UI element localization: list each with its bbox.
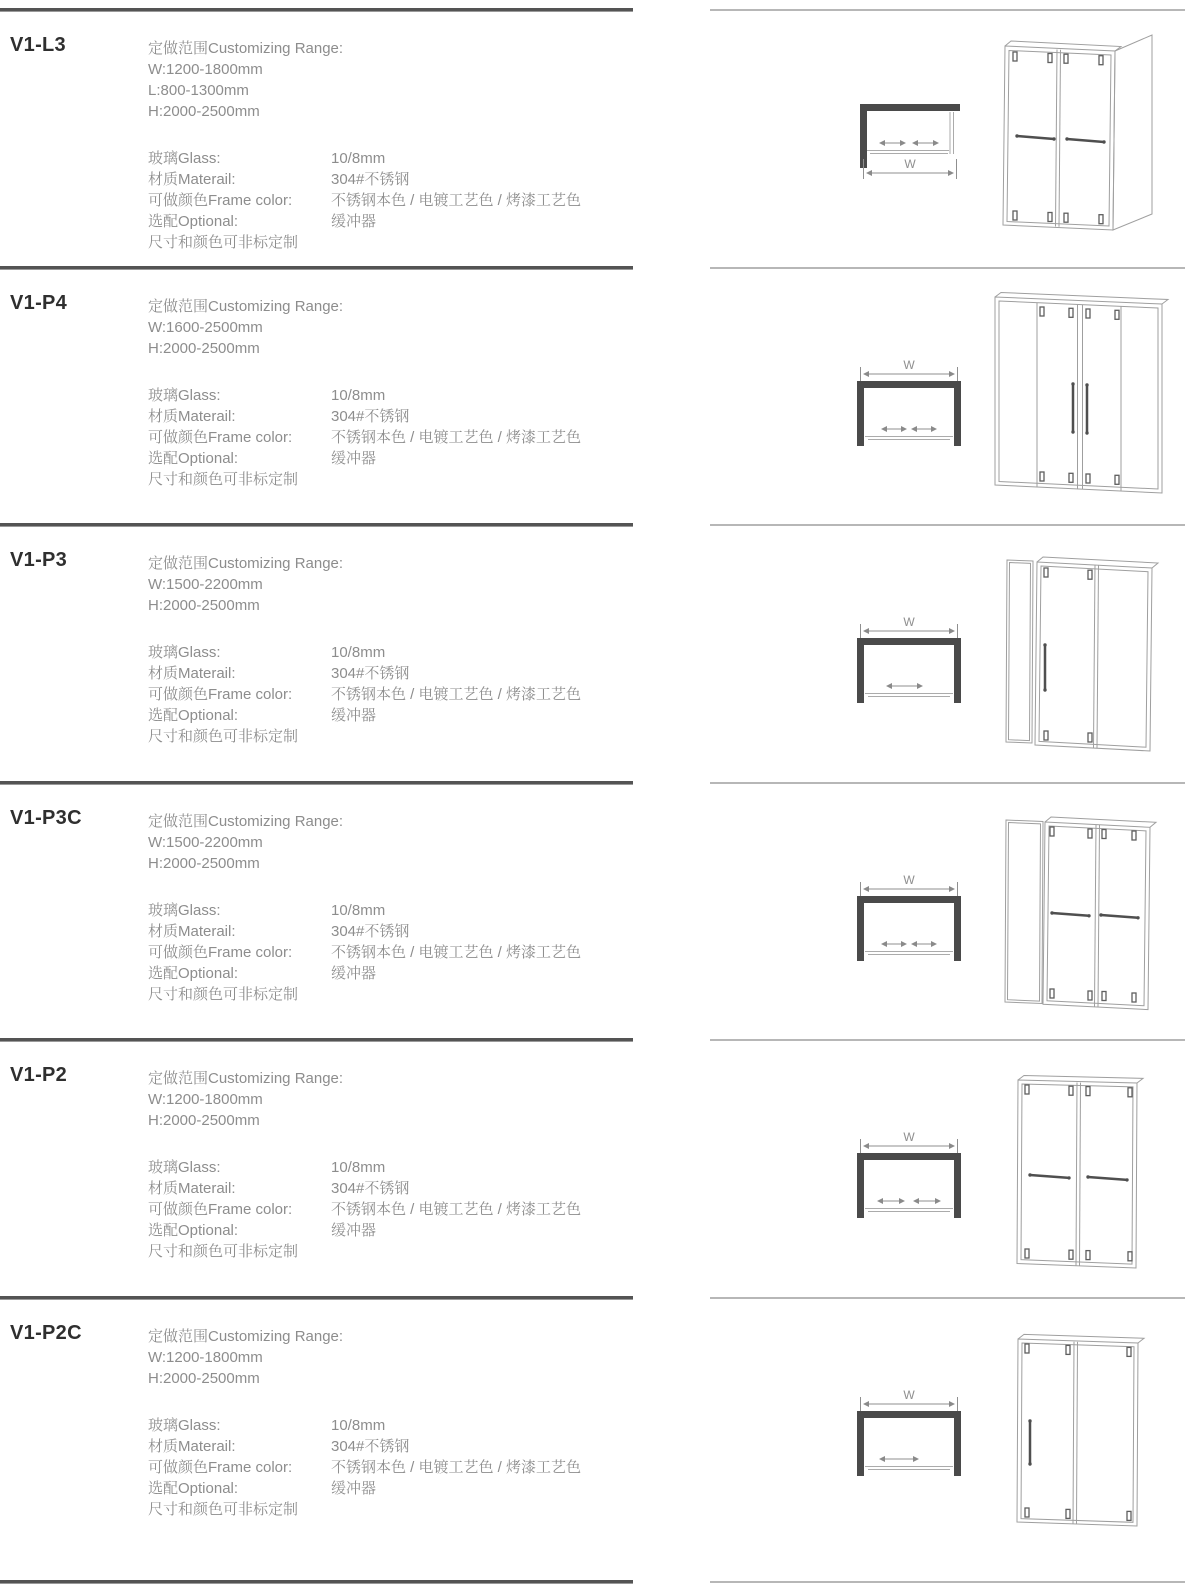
wall-section <box>954 638 961 703</box>
spec-value: 10/8mm <box>331 1417 386 1434</box>
glass-clamp <box>1040 307 1044 316</box>
wall-section <box>857 1153 864 1218</box>
spec-row-glass <box>148 642 618 663</box>
plan-view-diagram <box>857 873 961 961</box>
product-section-v1-p2 <box>0 1038 1200 1295</box>
spec-label: 材质Materail: <box>148 665 236 682</box>
spec-label: 材质Materail: <box>148 171 236 188</box>
glass-clamp <box>1066 1509 1070 1518</box>
wall-section <box>954 1153 961 1218</box>
glass-clamp <box>1069 1086 1073 1095</box>
section-divider-left <box>0 781 633 784</box>
wall-section <box>857 381 961 388</box>
glass-clamp <box>1102 992 1106 1001</box>
range-height: H:2000-2500mm <box>148 1112 260 1129</box>
wall-section <box>954 1411 961 1476</box>
front-frame-outer <box>1043 822 1150 1010</box>
wall-section <box>857 896 864 961</box>
spec-row-glass <box>148 385 618 406</box>
spec-value: 304#不锈钢 <box>331 171 410 188</box>
spec-label: 选配Optional: <box>148 1480 239 1497</box>
glass-clamp <box>1048 54 1052 63</box>
spec-row-frame-color <box>148 1457 618 1478</box>
wall-section <box>954 381 961 446</box>
spec-value: 不锈钢本色 / 电镀工艺色 / 烤漆工艺色 <box>331 1459 582 1476</box>
width-dimension-label: W <box>903 1130 915 1144</box>
spec-row-material <box>148 1178 618 1199</box>
fixed-side-panel-inner <box>1008 823 1041 1002</box>
technical-drawing-v1-p2c <box>700 1296 1200 1553</box>
spec-label: 选配Optional: <box>148 1222 239 1239</box>
section-divider-left <box>0 8 633 11</box>
spec-row-material <box>148 406 618 427</box>
door-stile <box>1076 1083 1077 1266</box>
side-return-panel <box>1113 35 1152 230</box>
glass-clamp <box>1128 1088 1132 1097</box>
range-width: W:1200-1800mm <box>148 1091 263 1108</box>
glass-clamp <box>1069 1250 1073 1259</box>
spec-value: 不锈钢本色 / 电镀工艺色 / 烤漆工艺色 <box>331 192 582 209</box>
customizing-range-title: 定做范围Customizing Range: <box>148 298 344 315</box>
glass-clamp <box>1102 830 1106 839</box>
spec-label: 可做颜色Frame color: <box>148 1459 293 1476</box>
front-frame-outer <box>995 297 1162 493</box>
spec-value: 不锈钢本色 / 电镀工艺色 / 烤漆工艺色 <box>331 686 582 703</box>
glass-clamp <box>1025 1249 1029 1258</box>
spec-label: 可做颜色Frame color: <box>148 429 293 446</box>
product-section-v1-p2c <box>0 1296 1200 1580</box>
spec-row-glass <box>148 1415 618 1436</box>
fixed-side-panel-inner <box>1009 563 1031 741</box>
product-section-v1-p4 <box>0 266 1200 523</box>
spec-row-frame-color <box>148 190 618 211</box>
glass-clamp <box>1099 56 1103 65</box>
range-width: W:1600-2500mm <box>148 319 263 336</box>
spec-label: 玻璃Glass: <box>148 644 221 661</box>
top-rail-3d-edge <box>1018 1334 1144 1343</box>
spec-label: 可做颜色Frame color: <box>148 686 293 703</box>
product-model: V1-P2 <box>10 1064 68 1086</box>
customizing-range-title: 定做范围Customizing Range: <box>148 40 344 57</box>
spec-row-material <box>148 921 618 942</box>
door-stile <box>1073 1342 1074 1524</box>
custom-note: 尺寸和颜色可非标定制 <box>148 1501 299 1518</box>
spec-row-optional <box>148 963 618 984</box>
customizing-range-title: 定做范围Customizing Range: <box>148 1328 344 1345</box>
front-view-diagram <box>995 293 1168 494</box>
product-section-v1-l3 <box>0 8 1200 266</box>
spec-value: 10/8mm <box>331 644 386 661</box>
spec-value: 不锈钢本色 / 电镀工艺色 / 烤漆工艺色 <box>331 429 582 446</box>
width-dimension-label: W <box>904 157 916 171</box>
spec-row-optional <box>148 705 618 726</box>
spec-label: 材质Materail: <box>148 1180 236 1197</box>
glass-clamp <box>1099 215 1103 224</box>
towel-bar-handle <box>1088 1177 1127 1180</box>
spec-value: 缓冲器 <box>331 1480 377 1497</box>
glass-clamp <box>1127 1347 1131 1356</box>
glass-clamp <box>1069 473 1073 482</box>
plan-view-diagram <box>857 1388 961 1476</box>
product-model: V1-P3 <box>10 549 68 571</box>
spec-label: 可做颜色Frame color: <box>148 192 293 209</box>
section-divider-left <box>0 1296 633 1299</box>
spec-value: 不锈钢本色 / 电镀工艺色 / 烤漆工艺色 <box>331 1201 582 1218</box>
glass-clamp <box>1013 52 1017 61</box>
product-info <box>148 1068 618 1262</box>
range-width: W:1500-2200mm <box>148 576 263 593</box>
glass-clamp <box>1128 1252 1132 1261</box>
fixed-side-panel-outer <box>1006 560 1033 743</box>
door-stile <box>1077 1342 1078 1524</box>
product-model: V1-P3C <box>10 807 82 829</box>
spec-label: 材质Materail: <box>148 1438 236 1455</box>
glass-clamp <box>1025 1344 1029 1353</box>
spec-row-material <box>148 663 618 684</box>
towel-bar-handle <box>1052 913 1089 916</box>
wall-section <box>860 104 960 111</box>
door-stile <box>1056 50 1058 227</box>
spec-label: 玻璃Glass: <box>148 150 221 167</box>
glass-clamp <box>1050 827 1054 836</box>
door-stile <box>1059 50 1061 227</box>
product-section-v1-p3 <box>0 523 1200 781</box>
wall-section <box>860 104 867 168</box>
wall-section <box>857 381 864 446</box>
customizing-range-title: 定做范围Customizing Range: <box>148 1070 344 1087</box>
spec-value: 缓冲器 <box>331 1222 377 1239</box>
glass-clamp <box>1050 989 1054 998</box>
range-width: W:1200-1800mm <box>148 1349 263 1366</box>
spec-row-optional <box>148 211 618 232</box>
section-divider-left <box>0 1038 633 1041</box>
door-stile <box>1080 1083 1081 1266</box>
glass-clamp <box>1048 213 1052 222</box>
custom-note: 尺寸和颜色可非标定制 <box>148 234 299 251</box>
door-stile <box>1097 565 1099 748</box>
range-height: H:2000-2500mm <box>148 855 260 872</box>
towel-bar-handle <box>1017 136 1054 139</box>
spec-row-optional <box>148 1478 618 1499</box>
wall-section <box>857 1411 864 1476</box>
glass-clamp <box>1088 570 1092 579</box>
product-section-v1-p3c <box>0 781 1200 1038</box>
custom-note: 尺寸和颜色可非标定制 <box>148 986 299 1003</box>
front-view-diagram <box>1006 557 1158 751</box>
width-dimension-label: W <box>903 873 915 887</box>
front-view-diagram <box>1003 35 1152 230</box>
product-info <box>148 38 618 253</box>
glass-clamp <box>1088 733 1092 742</box>
towel-bar-handle <box>1067 139 1104 142</box>
spec-value: 10/8mm <box>331 150 386 167</box>
door-stile <box>1098 825 1100 1007</box>
glass-clamp <box>1069 308 1073 317</box>
plan-view-diagram <box>857 615 961 703</box>
custom-note: 尺寸和颜色可非标定制 <box>148 728 299 745</box>
glass-clamp <box>1066 1345 1070 1354</box>
plan-view-diagram <box>860 104 960 179</box>
plan-view-diagram <box>857 1130 961 1218</box>
spec-label: 选配Optional: <box>148 450 239 467</box>
glass-clamp <box>1064 213 1068 222</box>
spec-row-optional <box>148 448 618 469</box>
customizing-range-title: 定做范围Customizing Range: <box>148 555 344 572</box>
glass-clamp <box>1013 211 1017 220</box>
range-height: H:2000-2500mm <box>148 103 260 120</box>
top-rail-3d-edge <box>1045 817 1156 827</box>
plan-view-diagram <box>857 358 961 446</box>
width-dimension-label: W <box>903 358 915 372</box>
spec-row-material <box>148 169 618 190</box>
spec-value: 304#不锈钢 <box>331 665 410 682</box>
front-view-diagram <box>1017 1334 1144 1526</box>
range-height: H:2000-2500mm <box>148 1370 260 1387</box>
product-model: V1-P4 <box>10 292 68 314</box>
wall-section <box>857 638 961 645</box>
technical-drawing-v1-l3 <box>700 8 1200 265</box>
spec-value: 304#不锈钢 <box>331 923 410 940</box>
door-stile <box>1095 825 1097 1007</box>
width-dimension-label: W <box>903 615 915 629</box>
spec-row-optional <box>148 1220 618 1241</box>
glass-clamp <box>1044 731 1048 740</box>
spec-label: 选配Optional: <box>148 965 239 982</box>
technical-drawing-v1-p2 <box>700 1038 1200 1295</box>
glass-clamp <box>1132 831 1136 840</box>
spec-row-frame-color <box>148 1199 618 1220</box>
spec-value: 304#不锈钢 <box>331 408 410 425</box>
spec-label: 可做颜色Frame color: <box>148 944 293 961</box>
spec-value: 304#不锈钢 <box>331 1180 410 1197</box>
glass-clamp <box>1132 993 1136 1002</box>
wall-section <box>857 896 961 903</box>
glass-clamp <box>1088 829 1092 838</box>
spec-row-frame-color <box>148 427 618 448</box>
range-width: W:1200-1800mm <box>148 61 263 78</box>
spec-value: 10/8mm <box>331 1159 386 1176</box>
spec-row-frame-color <box>148 684 618 705</box>
range-length: L:800-1300mm <box>148 82 249 99</box>
spec-value: 304#不锈钢 <box>331 1438 410 1455</box>
spec-row-glass <box>148 1157 618 1178</box>
spec-label: 选配Optional: <box>148 213 239 230</box>
fixed-side-panel-outer <box>1005 820 1043 1004</box>
range-height: H:2000-2500mm <box>148 340 260 357</box>
technical-drawing-v1-p3c <box>700 781 1200 1038</box>
wall-section <box>857 1411 961 1418</box>
spec-label: 材质Materail: <box>148 408 236 425</box>
product-info <box>148 553 618 747</box>
custom-note: 尺寸和颜色可非标定制 <box>148 1243 299 1260</box>
width-dimension-label: W <box>903 1388 915 1402</box>
section-divider-left <box>0 1580 633 1583</box>
technical-drawing-v1-p4 <box>700 266 1200 523</box>
product-model: V1-L3 <box>10 34 66 56</box>
glass-clamp <box>1086 309 1090 318</box>
wall-section <box>857 1153 961 1160</box>
customizing-range-title: 定做范围Customizing Range: <box>148 813 344 830</box>
spec-row-glass <box>148 900 618 921</box>
section-divider-left <box>0 523 633 526</box>
front-view-diagram <box>1005 817 1156 1010</box>
spec-label: 玻璃Glass: <box>148 902 221 919</box>
spec-value: 缓冲器 <box>331 450 377 467</box>
front-view-diagram <box>1017 1076 1143 1269</box>
spec-row-glass <box>148 148 618 169</box>
glass-clamp <box>1044 568 1048 577</box>
wall-section <box>857 638 864 703</box>
section-divider-left <box>0 266 633 269</box>
spec-value: 缓冲器 <box>331 707 377 724</box>
spec-label: 材质Materail: <box>148 923 236 940</box>
range-width: W:1500-2200mm <box>148 834 263 851</box>
glass-clamp <box>1025 1085 1029 1094</box>
glass-clamp <box>1086 474 1090 483</box>
spec-label: 可做颜色Frame color: <box>148 1201 293 1218</box>
glass-clamp <box>1064 54 1068 63</box>
page-bottom-rule <box>0 1580 1200 1585</box>
door-stile <box>1094 565 1096 748</box>
spec-label: 玻璃Glass: <box>148 387 221 404</box>
section-divider-right <box>710 1581 1185 1583</box>
product-model: V1-P2C <box>10 1322 82 1344</box>
glass-clamp <box>1115 475 1119 484</box>
spec-label: 玻璃Glass: <box>148 1159 221 1176</box>
glass-clamp <box>1086 1087 1090 1096</box>
towel-bar-handle <box>1101 915 1138 918</box>
spec-row-material <box>148 1436 618 1457</box>
range-height: H:2000-2500mm <box>148 597 260 614</box>
custom-note: 尺寸和颜色可非标定制 <box>148 471 299 488</box>
product-info <box>148 1326 618 1520</box>
wall-section <box>954 896 961 961</box>
product-info <box>148 296 618 490</box>
glass-clamp <box>1115 310 1119 319</box>
front-frame-inner <box>999 301 1158 489</box>
product-info <box>148 811 618 1005</box>
spec-value: 缓冲器 <box>331 965 377 982</box>
towel-bar-handle <box>1030 1175 1069 1178</box>
spec-value: 10/8mm <box>331 387 386 404</box>
glass-clamp <box>1040 472 1044 481</box>
spec-value: 缓冲器 <box>331 213 377 230</box>
spec-label: 选配Optional: <box>148 707 239 724</box>
glass-clamp <box>1088 991 1092 1000</box>
spec-value: 10/8mm <box>331 902 386 919</box>
front-frame-inner <box>1047 826 1146 1006</box>
technical-drawing-v1-p3 <box>700 523 1200 780</box>
glass-clamp <box>1025 1508 1029 1517</box>
glass-clamp <box>1127 1511 1131 1520</box>
spec-value: 不锈钢本色 / 电镀工艺色 / 烤漆工艺色 <box>331 944 582 961</box>
top-rail-3d-edge <box>1005 41 1121 51</box>
glass-clamp <box>1086 1251 1090 1260</box>
spec-row-frame-color <box>148 942 618 963</box>
spec-label: 玻璃Glass: <box>148 1417 221 1434</box>
